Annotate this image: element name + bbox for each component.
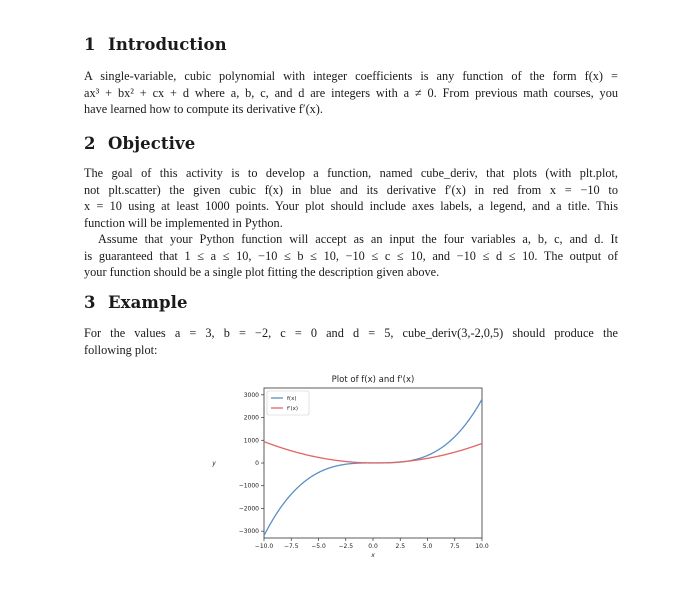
text-line: not plt.scatter) the given cubic f(x) in blue and its derivative f′(x) in red from x = −10 to (84, 182, 618, 197)
y-tick-label: −3000 (238, 528, 259, 536)
text-line: x = 10 using at least 1000 points. Your plot should include axes labels, a legend, and a title. This (84, 199, 618, 214)
y-tick-label: 0 (255, 460, 259, 467)
section-heading-introduction (84, 35, 227, 54)
series-line-f (264, 399, 482, 535)
text-line: is guaranteed that 1 ≤ a ≤ 10, −10 ≤ b ≤ 10, −10 ≤ c ≤ 10, and −10 ≤ d ≤ 10. The output of (84, 248, 618, 263)
x-tick-label: 2.5 (395, 543, 406, 550)
chart-title: Plot of f(x) and f'(x) (331, 375, 415, 385)
x-tick-label: 0.0 (368, 543, 378, 550)
x-tick-label: −10.0 (254, 543, 274, 550)
objective-paragraph-2 (84, 231, 618, 281)
section-title: Example (108, 293, 188, 312)
legend-label: f'(x) (287, 406, 298, 412)
x-tick-label: −5.0 (311, 543, 326, 550)
section-heading-example (84, 293, 188, 312)
x-axis-label: x (371, 552, 375, 559)
y-tick-label: 1000 (243, 437, 259, 445)
x-tick-label: 7.5 (449, 543, 460, 550)
legend-label: f(x) (287, 396, 297, 402)
series-line-fprime (264, 442, 482, 463)
text-line: For the values a = 3, b = −2, c = 0 and d = 5, cube_deriv(3,-2,0,5) should produce the (84, 326, 618, 340)
plot-svg (208, 368, 498, 568)
y-tick-label: −2000 (238, 505, 259, 513)
y-tick-label: 2000 (243, 414, 259, 422)
example-plot (208, 368, 498, 568)
section-number: 3 (84, 293, 96, 312)
section-number: 2 (84, 134, 96, 153)
axis-ticks (239, 392, 489, 550)
section-title: Introduction (108, 35, 227, 54)
chart-legend (267, 391, 309, 415)
section-heading-objective (84, 134, 195, 153)
x-tick-label: 10.0 (475, 543, 489, 550)
text-line: ax³ + bx² + cx + d where a, b, c, and d are integers with a ≠ 0. From previous math courses, you (84, 85, 618, 100)
example-paragraph (84, 325, 618, 358)
x-tick-label: −7.5 (283, 543, 299, 550)
x-tick-label: 5.0 (422, 543, 433, 550)
y-tick-label: 3000 (243, 391, 259, 399)
section-number: 1 (84, 35, 96, 54)
text-line: your function should be a single plot fitting the description given above. (84, 265, 440, 280)
text-line: function will be implemented in Python. (84, 215, 283, 230)
text-line: have learned how to compute its derivative f′(x). (84, 102, 323, 117)
text-line: Assume that your Python function will accept as an input the four variables a, b, c, and d. It (98, 232, 618, 246)
objective-paragraph-1 (84, 165, 618, 231)
text-line: The goal of this activity is to develop a function, named cube_deriv, that plots (with plt.plot, (84, 166, 618, 180)
x-tick-label: −2.5 (338, 543, 354, 550)
section-title: Objective (108, 134, 196, 153)
text-line: following plot: (84, 342, 158, 357)
y-axis-label: y (212, 460, 216, 467)
y-tick-label: −1000 (238, 482, 259, 490)
intro-paragraph (84, 68, 618, 118)
text-line: A single-variable, cubic polynomial with integer coefficients is any function of the form f(x) = (84, 69, 618, 83)
